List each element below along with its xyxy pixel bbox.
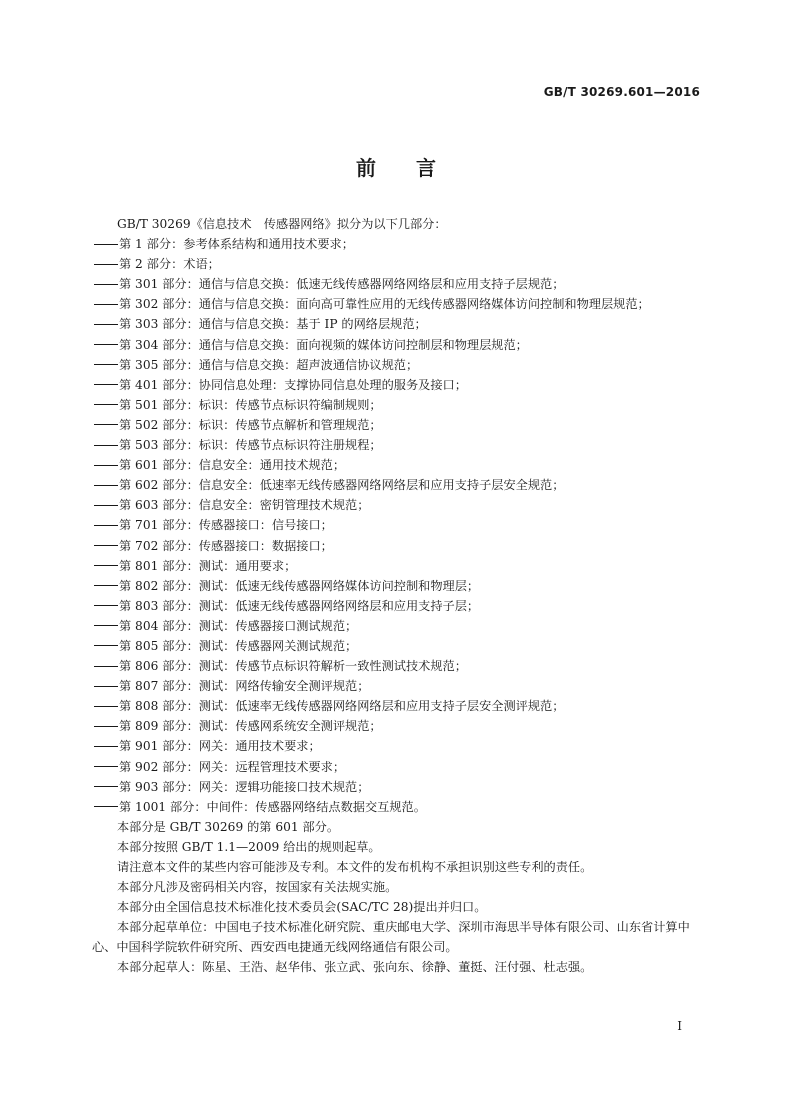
em-dash-mark bbox=[92, 536, 119, 556]
list-item-text: 第 2 部分：术语； bbox=[119, 257, 220, 272]
list-item bbox=[92, 797, 704, 817]
list-item-text: 第 301 部分：通信与信息交换：低速无线传感器网络网络层和应用支持子层规范； bbox=[119, 277, 565, 292]
em-dash-mark bbox=[92, 314, 119, 334]
em-dash-mark bbox=[92, 495, 119, 515]
list-item-text: 第 902 部分：网关：远程管理技术要求； bbox=[119, 759, 346, 774]
list-item-text: 第 901 部分：网关：通用技术要求； bbox=[119, 739, 321, 754]
list-item bbox=[92, 234, 704, 254]
em-dash-mark bbox=[92, 274, 119, 294]
list-item-text: 第 601 部分：信息安全：通用技术规范； bbox=[119, 458, 346, 473]
list-item bbox=[92, 375, 704, 395]
list-item-text: 第 302 部分：通信与信息交换：面向高可靠性应用的无线传感器网络媒体访问控制和物理层规范； bbox=[119, 297, 650, 312]
em-dash-mark bbox=[92, 736, 119, 756]
intro-line: GB/T 30269《信息技术 传感器网络》拟分为以下几部分： bbox=[117, 217, 447, 231]
em-dash-mark bbox=[92, 656, 119, 676]
list-item bbox=[92, 636, 704, 656]
paragraph: 本部分起草单位：中国电子技术标准化研究院、重庆邮电大学、深圳市海思半导体有限公司、山东省计算中心、中国科学院软件研究所、西安西电捷通无线网络通信有限公司。 bbox=[92, 920, 690, 955]
list-item-text: 第 602 部分：信息安全：低速率无线传感器网络网络层和应用支持子层安全规范； bbox=[119, 478, 565, 493]
paragraph: 本部分由全国信息技术标准化技术委员会(SAC/TC 28)提出并归口。 bbox=[117, 900, 487, 915]
em-dash-mark bbox=[92, 335, 119, 355]
list-item bbox=[92, 335, 704, 355]
list-item-text: 第 603 部分：信息安全：密钥管理技术规范； bbox=[119, 498, 370, 513]
list-item bbox=[92, 415, 704, 435]
list-item-text: 第 903 部分：网关：逻辑功能接口技术规范； bbox=[119, 779, 370, 794]
paragraphs bbox=[92, 817, 704, 978]
document-body bbox=[92, 214, 704, 978]
list-item bbox=[92, 736, 704, 756]
em-dash-mark bbox=[92, 676, 119, 696]
list-item bbox=[92, 355, 704, 375]
em-dash-mark bbox=[92, 435, 119, 455]
list-item-text: 第 401 部分：协同信息处理：支撑协同信息处理的服务及接口； bbox=[119, 377, 467, 392]
em-dash-mark bbox=[92, 415, 119, 435]
em-dash-mark bbox=[92, 576, 119, 596]
list-item-text: 第 304 部分：通信与信息交换：面向视频的媒体访问控制层和物理层规范； bbox=[119, 337, 528, 352]
em-dash-mark bbox=[92, 556, 119, 576]
list-item-text: 第 806 部分：测试：传感节点标识符解析一致性测试技术规范； bbox=[119, 659, 467, 674]
list-item bbox=[92, 777, 704, 797]
paragraph: 本部分凡涉及密码相关内容，按国家有关法规实施。 bbox=[117, 880, 398, 895]
list-item-text: 第 1001 部分：中间件：传感器网络结点数据交互规范。 bbox=[119, 799, 426, 814]
em-dash-mark bbox=[92, 395, 119, 415]
list-item bbox=[92, 495, 704, 515]
em-dash-mark bbox=[92, 234, 119, 254]
list-item bbox=[92, 314, 704, 334]
page-number: I bbox=[677, 1019, 682, 1033]
em-dash-mark bbox=[92, 616, 119, 636]
paragraph: 请注意本文件的某些内容可能涉及专利。本文件的发布机构不承担识别这些专利的责任。 bbox=[117, 860, 593, 874]
list-item-text: 第 803 部分：测试：低速无线传感器网络网络层和应用支持子层； bbox=[119, 598, 480, 613]
list-item bbox=[92, 556, 704, 576]
em-dash-mark bbox=[92, 475, 119, 495]
list-item-text: 第 501 部分：标识：传感节点标识符编制规则； bbox=[119, 397, 382, 412]
list-item bbox=[92, 616, 704, 636]
parts-list bbox=[92, 234, 704, 817]
list-item bbox=[92, 676, 704, 696]
list-item bbox=[92, 455, 704, 475]
list-item bbox=[92, 475, 704, 495]
em-dash-mark bbox=[92, 757, 119, 777]
list-item bbox=[92, 435, 704, 455]
page-title: 前言 bbox=[356, 156, 476, 180]
list-item-text: 第 809 部分：测试：传感网系统安全测评规范； bbox=[119, 719, 382, 734]
paragraph: 本部分是 GB/T 30269 的第 601 部分。 bbox=[117, 819, 340, 834]
list-item-text: 第 801 部分：测试：通用要求； bbox=[119, 558, 297, 573]
em-dash-mark bbox=[92, 596, 119, 616]
list-item bbox=[92, 254, 704, 274]
em-dash-mark bbox=[92, 797, 119, 817]
list-item bbox=[92, 716, 704, 736]
em-dash-mark bbox=[92, 455, 119, 475]
list-item-text: 第 503 部分：标识：传感节点标识符注册规程； bbox=[119, 438, 382, 453]
list-item bbox=[92, 294, 704, 314]
em-dash-mark bbox=[92, 636, 119, 656]
paragraph: 本部分起草人：陈星、王浩、赵华伟、张立武、张向东、徐静、董挺、汪付强、杜志强。 bbox=[117, 960, 593, 975]
list-item-text: 第 1 部分：参考体系结构和通用技术要求； bbox=[119, 237, 354, 252]
list-item-text: 第 502 部分：标识：传感节点解析和管理规范； bbox=[119, 417, 382, 432]
list-item-text: 第 702 部分：传感器接口：数据接口； bbox=[119, 538, 333, 553]
list-item-text: 第 305 部分：通信与信息交换：超声波通信协议规范； bbox=[119, 357, 419, 372]
em-dash-mark bbox=[92, 254, 119, 274]
standard-code: GB/T 30269.601—2016 bbox=[543, 85, 700, 99]
list-item-text: 第 808 部分：测试：低速率无线传感器网络网络层和应用支持子层安全测评规范； bbox=[119, 699, 565, 714]
list-item bbox=[92, 576, 704, 596]
paragraph: 本部分按照 GB/T 1.1—2009 给出的规则起草。 bbox=[117, 839, 381, 854]
list-item bbox=[92, 757, 704, 777]
em-dash-mark bbox=[92, 294, 119, 314]
list-item-text: 第 805 部分：测试：传感器网关测试规范； bbox=[119, 638, 358, 653]
list-item bbox=[92, 596, 704, 616]
list-item bbox=[92, 274, 704, 294]
list-item bbox=[92, 696, 704, 716]
list-item-text: 第 701 部分：传感器接口：信号接口； bbox=[119, 518, 333, 533]
em-dash-mark bbox=[92, 716, 119, 736]
em-dash-mark bbox=[92, 375, 119, 395]
list-item bbox=[92, 395, 704, 415]
em-dash-mark bbox=[92, 355, 119, 375]
list-item bbox=[92, 536, 704, 556]
list-item-text: 第 303 部分：通信与信息交换：基于 IP 的网络层规范； bbox=[119, 317, 427, 332]
em-dash-mark bbox=[92, 515, 119, 535]
list-item-text: 第 804 部分：测试：传感器接口测试规范； bbox=[119, 618, 358, 633]
list-item bbox=[92, 656, 704, 676]
list-item bbox=[92, 515, 704, 535]
em-dash-mark bbox=[92, 777, 119, 797]
list-item-text: 第 807 部分：测试：网络传输安全测评规范； bbox=[119, 679, 370, 694]
em-dash-mark bbox=[92, 696, 119, 716]
list-item-text: 第 802 部分：测试：低速无线传感器网络媒体访问控制和物理层； bbox=[119, 578, 480, 593]
